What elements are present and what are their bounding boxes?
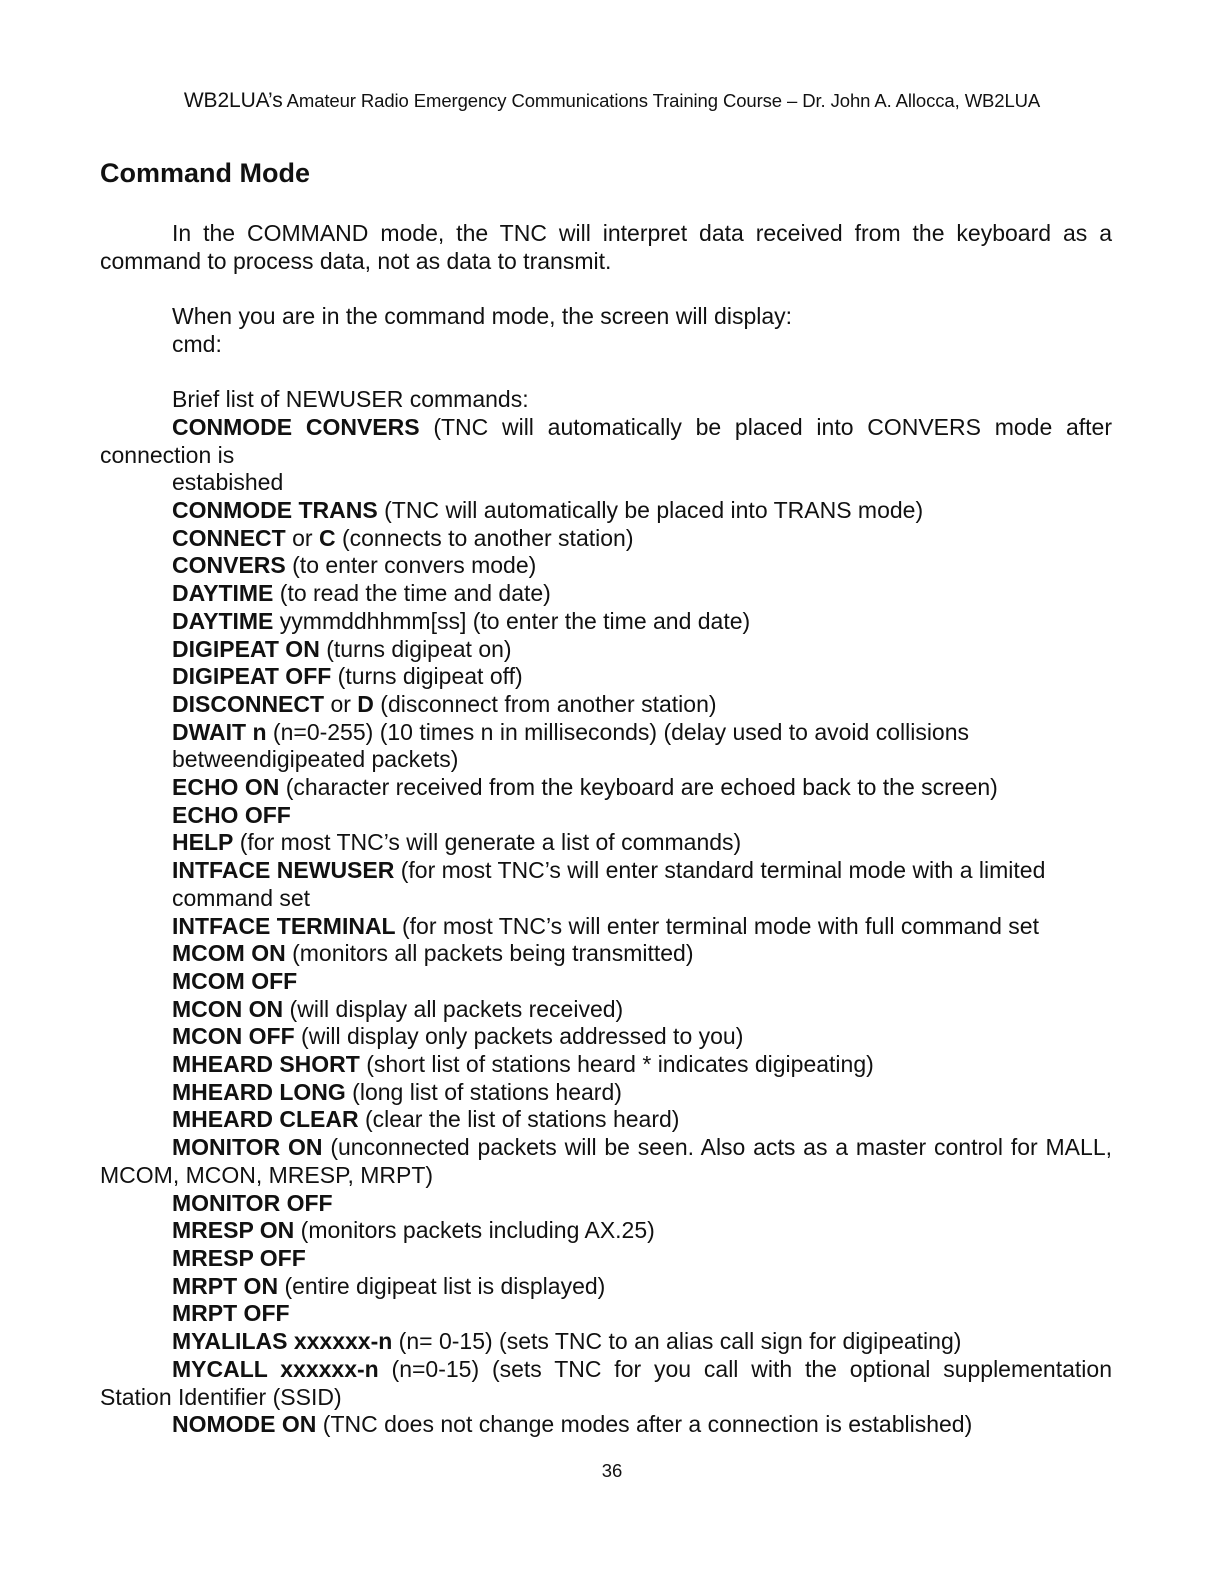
command-alt-separator: or <box>285 524 319 551</box>
command-description: (monitors all packets being transmitted) <box>285 940 694 967</box>
command-entry <box>100 968 1112 996</box>
command-description: (disconnect from another station) <box>373 690 717 717</box>
command-entry <box>100 525 1112 553</box>
command-continuation: betweendigipeated packets) <box>172 746 459 773</box>
command-name: MCOM OFF <box>172 967 298 994</box>
command-name: DAYTIME <box>172 607 274 634</box>
command-description: (connects to another station) <box>335 524 634 551</box>
command-entry <box>100 636 1112 664</box>
command-name: DWAIT n <box>172 718 267 745</box>
command-description: (character received from the keyboard are echoed back to the screen) <box>279 774 998 801</box>
command-entry <box>100 1356 1112 1411</box>
command-entry <box>100 608 1112 636</box>
command-alias: D <box>357 690 374 717</box>
command-description: (turns digipeat on) <box>319 635 512 662</box>
command-entry <box>100 552 1112 580</box>
command-entry <box>100 913 1112 941</box>
command-name: INTFACE NEWUSER <box>172 857 395 884</box>
command-entry <box>100 1134 1112 1189</box>
command-name: MYALILAS xxxxxx-n <box>172 1328 393 1355</box>
command-description: (to enter convers mode) <box>285 552 537 579</box>
spacer <box>100 275 1112 303</box>
command-entry <box>100 857 1112 885</box>
command-description: (entire digipeat list is displayed) <box>278 1272 606 1299</box>
command-description: (n=0-255) (10 times n in milliseconds) (delay used to avoid collisions <box>266 718 970 745</box>
command-description: (for most TNC’s will enter standard terminal mode with a limited <box>394 857 1046 884</box>
intro-paragraph: In the COMMAND mode, the TNC will interpret data received from the keyboard as a command to process data, not as data to transmit. <box>100 220 1112 274</box>
command-entry <box>100 1273 1112 1301</box>
command-name: CONMODE CONVERS <box>172 413 420 440</box>
display-line: When you are in the command mode, the screen will display: <box>172 303 793 330</box>
command-entry <box>100 1051 1112 1079</box>
command-description: (turns digipeat off) <box>331 663 523 690</box>
page-body <box>100 220 1112 1439</box>
command-name: MHEARD SHORT <box>172 1051 360 1078</box>
command-name: INTFACE TERMINAL <box>172 912 396 939</box>
command-alias: C <box>318 524 336 551</box>
command-list <box>100 414 1112 1439</box>
command-continuation: estabished <box>172 469 284 496</box>
header-callsign: WB2LUA’s <box>183 89 283 112</box>
command-description: (will display all packets received) <box>283 995 624 1022</box>
command-description: (will display only packets addressed to you) <box>294 1023 744 1050</box>
command-entry <box>100 1023 1112 1051</box>
command-entry <box>100 1328 1112 1356</box>
command-alt-separator: or <box>324 690 358 717</box>
command-entry <box>100 580 1112 608</box>
command-name: NOMODE ON <box>172 1411 317 1438</box>
command-name: MRESP OFF <box>172 1244 306 1271</box>
command-entry <box>100 719 1112 747</box>
command-entry <box>100 802 1112 830</box>
command-name: MRPT OFF <box>172 1300 290 1327</box>
command-entry <box>100 663 1112 691</box>
command-description: (n=0-15) (sets TNC for you call with the optional supplementation Station Identifier (SSID) <box>100 1355 1112 1410</box>
command-description: (TNC will automatically be placed into TRANS mode) <box>377 497 924 523</box>
command-name: MONITOR ON <box>172 1134 323 1161</box>
command-entry <box>100 1217 1112 1245</box>
command-name: CONMODE TRANS <box>172 497 378 523</box>
command-entry <box>100 1079 1112 1107</box>
command-entry <box>100 1300 1112 1328</box>
command-entry <box>100 497 1112 525</box>
command-description: (short list of stations heard * indicates digipeating) <box>359 1051 874 1078</box>
command-name: MHEARD LONG <box>172 1078 346 1105</box>
command-name: HELP <box>172 829 234 856</box>
command-name: DIGIPEAT OFF <box>172 663 332 690</box>
command-continuation: connection is <box>100 441 235 468</box>
command-entry <box>100 1106 1112 1134</box>
command-entry <box>100 1411 1112 1439</box>
command-name: ECHO ON <box>172 774 280 801</box>
running-header <box>0 89 1224 113</box>
command-name: CONVERS <box>172 552 286 579</box>
command-description: yymmddhhmm[ss] (to enter the time and date) <box>273 607 751 634</box>
command-name: MHEARD CLEAR <box>172 1106 359 1133</box>
command-entry <box>100 774 1112 802</box>
command-name: CONNECT <box>172 524 286 551</box>
spacer <box>100 359 1112 387</box>
command-name: MCOM ON <box>172 940 286 967</box>
command-name: MCON OFF <box>172 1023 295 1050</box>
command-continuation: command set <box>172 884 311 911</box>
command-description: (TNC does not change modes after a connection is established) <box>316 1411 973 1438</box>
command-description: (for most TNC’s will enter terminal mode with full command set <box>395 912 1039 939</box>
command-description: (TNC will automatically be placed into CONVERS mode after <box>419 413 1112 440</box>
command-description: (long list of stations heard) <box>345 1078 622 1105</box>
command-name: MRESP ON <box>172 1217 295 1244</box>
command-name: DISCONNECT <box>172 690 325 717</box>
command-description: (n= 0-15) (sets TNC to an alias call sign for digipeating) <box>392 1328 962 1355</box>
command-prompt: cmd: <box>172 330 222 357</box>
command-description: (to read the time and date) <box>273 580 551 607</box>
command-name: MCON ON <box>172 995 284 1022</box>
command-name: MYCALL xxxxxx-n <box>172 1355 379 1382</box>
command-entry <box>100 1245 1112 1273</box>
section-title: Command Mode <box>100 158 311 188</box>
command-name: ECHO OFF <box>172 801 291 828</box>
command-name: DAYTIME <box>172 580 274 607</box>
command-entry <box>100 414 1112 442</box>
command-entry <box>100 829 1112 857</box>
command-name: DIGIPEAT ON <box>172 635 320 662</box>
command-description: (for most TNC’s will generate a list of commands) <box>233 829 742 856</box>
command-entry <box>100 1190 1112 1218</box>
command-entry <box>100 691 1112 719</box>
command-entry <box>100 996 1112 1024</box>
command-description: (clear the list of stations heard) <box>358 1106 680 1133</box>
page-number: 36 <box>601 1460 623 1481</box>
command-description: (unconnected packets will be seen. Also acts as a master control for MALL, MCOM, MCON, MRESP, MRPT) <box>100 1134 1112 1188</box>
command-entry <box>100 940 1112 968</box>
command-name: MRPT ON <box>172 1272 279 1299</box>
list-heading: Brief list of NEWUSER commands: <box>172 386 529 413</box>
command-description: (monitors packets including AX.25) <box>294 1217 655 1244</box>
command-name: MONITOR OFF <box>172 1189 333 1216</box>
header-course-title: Amateur Radio Emergency Communications Training Course – Dr. John A. Allocca, WB2LUA <box>282 90 1041 111</box>
